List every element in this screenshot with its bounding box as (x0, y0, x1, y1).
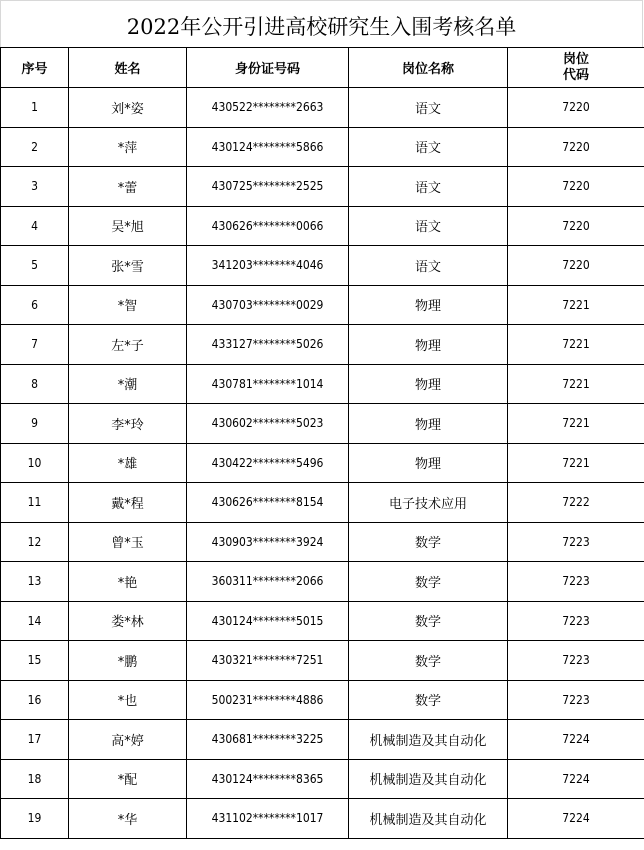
cell-position-name: 机械制造及其自动化 (349, 799, 508, 839)
cell-position-name: 数学 (349, 522, 508, 562)
cell-name: *华 (69, 799, 187, 839)
cell-position-code: 7221 (508, 325, 644, 365)
header-index: 序号 (1, 48, 69, 88)
cell-name: *萍 (69, 127, 187, 167)
cell-name: 张*雪 (69, 246, 187, 286)
cell-index: 9 (1, 404, 69, 444)
cell-id-number: 433127********5026 (187, 325, 349, 365)
header-id-number: 身份证号码 (187, 48, 349, 88)
cell-position-name: 电子技术应用 (349, 483, 508, 523)
cell-position-name: 机械制造及其自动化 (349, 759, 508, 799)
table-row (1, 404, 644, 444)
table-row (1, 799, 644, 839)
cell-name: *鹏 (69, 641, 187, 681)
cell-position-name: 物理 (349, 285, 508, 325)
table-row (1, 325, 644, 365)
cell-index: 8 (1, 364, 69, 404)
cell-position-code: 7224 (508, 720, 644, 760)
cell-name: 吴*旭 (69, 206, 187, 246)
cell-position-code: 7220 (508, 127, 644, 167)
table-row (1, 522, 644, 562)
table-row (1, 167, 644, 207)
cell-id-number: 430626********0066 (187, 206, 349, 246)
cell-name: *雄 (69, 443, 187, 483)
cell-position-name: 语文 (349, 246, 508, 286)
cell-id-number: 430703********0029 (187, 285, 349, 325)
cell-position-name: 物理 (349, 364, 508, 404)
cell-name: 李*玲 (69, 404, 187, 444)
cell-id-number: 430124********5015 (187, 601, 349, 641)
table-row (1, 680, 644, 720)
cell-position-name: 语文 (349, 167, 508, 207)
cell-name: *智 (69, 285, 187, 325)
header-position-code-line1: 岗位 (562, 51, 589, 67)
cell-index: 6 (1, 285, 69, 325)
cell-id-number: 430124********5866 (187, 127, 349, 167)
cell-index: 13 (1, 562, 69, 602)
cell-index: 2 (1, 127, 69, 167)
cell-index: 3 (1, 167, 69, 207)
cell-index: 12 (1, 522, 69, 562)
cell-index: 19 (1, 799, 69, 839)
table-row (1, 759, 644, 799)
cell-id-number: 430422********5496 (187, 443, 349, 483)
cell-index: 15 (1, 641, 69, 681)
cell-index: 11 (1, 483, 69, 523)
cell-position-code: 7220 (508, 167, 644, 207)
cell-position-code: 7221 (508, 404, 644, 444)
cell-position-code: 7223 (508, 680, 644, 720)
cell-position-name: 语文 (349, 206, 508, 246)
cell-position-code: 7221 (508, 443, 644, 483)
cell-id-number: 430626********8154 (187, 483, 349, 523)
cell-name: 刘*姿 (69, 88, 187, 128)
title-area (0, 0, 643, 48)
cell-position-name: 物理 (349, 404, 508, 444)
cell-id-number: 430681********3225 (187, 720, 349, 760)
cell-index: 7 (1, 325, 69, 365)
cell-id-number: 430903********3924 (187, 522, 349, 562)
cell-position-name: 数学 (349, 562, 508, 602)
cell-position-name: 数学 (349, 601, 508, 641)
cell-id-number: 430725********2525 (187, 167, 349, 207)
cell-name: 戴*程 (69, 483, 187, 523)
cell-id-number: 430522********2663 (187, 88, 349, 128)
table-row (1, 641, 644, 681)
cell-position-code: 7221 (508, 364, 644, 404)
cell-position-name: 语文 (349, 88, 508, 128)
cell-position-code: 7224 (508, 759, 644, 799)
cell-name: *也 (69, 680, 187, 720)
cell-position-code: 7223 (508, 522, 644, 562)
cell-name: *蕾 (69, 167, 187, 207)
header-name: 姓名 (69, 48, 187, 88)
cell-position-name: 物理 (349, 325, 508, 365)
header-position-name: 岗位名称 (349, 48, 508, 88)
cell-index: 16 (1, 680, 69, 720)
document-title: 2022年公开引进高校研究生入围考核名单 (126, 14, 517, 39)
cell-id-number: 341203********4046 (187, 246, 349, 286)
table-row (1, 443, 644, 483)
cell-name: *艳 (69, 562, 187, 602)
cell-position-name: 物理 (349, 443, 508, 483)
table-row (1, 364, 644, 404)
cell-position-code: 7223 (508, 601, 644, 641)
cell-id-number: 431102********1017 (187, 799, 349, 839)
table-row (1, 127, 644, 167)
cell-name: *潮 (69, 364, 187, 404)
cell-position-name: 机械制造及其自动化 (349, 720, 508, 760)
cell-position-code: 7221 (508, 285, 644, 325)
cell-index: 1 (1, 88, 69, 128)
table-row (1, 562, 644, 602)
cell-id-number: 430321********7251 (187, 641, 349, 681)
table-row (1, 206, 644, 246)
cell-position-name: 数学 (349, 680, 508, 720)
cell-index: 10 (1, 443, 69, 483)
candidate-table (0, 47, 644, 839)
header-position-code (508, 48, 644, 88)
cell-name: 曾*玉 (69, 522, 187, 562)
cell-name: 左*子 (69, 325, 187, 365)
cell-position-code: 7220 (508, 88, 644, 128)
cell-id-number: 500231********4886 (187, 680, 349, 720)
cell-position-code: 7224 (508, 799, 644, 839)
table-row (1, 88, 644, 128)
cell-index: 4 (1, 206, 69, 246)
cell-position-code: 7223 (508, 562, 644, 602)
table-row (1, 601, 644, 641)
cell-position-code: 7222 (508, 483, 644, 523)
cell-index: 14 (1, 601, 69, 641)
cell-position-code: 7220 (508, 246, 644, 286)
header-row (1, 48, 644, 88)
cell-id-number: 360311********2066 (187, 562, 349, 602)
cell-id-number: 430781********1014 (187, 364, 349, 404)
table-row (1, 246, 644, 286)
cell-position-code: 7220 (508, 206, 644, 246)
cell-id-number: 430124********8365 (187, 759, 349, 799)
cell-position-name: 数学 (349, 641, 508, 681)
cell-name: 娄*林 (69, 601, 187, 641)
cell-index: 5 (1, 246, 69, 286)
cell-index: 17 (1, 720, 69, 760)
cell-name: 高*婷 (69, 720, 187, 760)
cell-position-name: 语文 (349, 127, 508, 167)
table-row (1, 720, 644, 760)
cell-index: 18 (1, 759, 69, 799)
table-row (1, 285, 644, 325)
cell-name: *配 (69, 759, 187, 799)
cell-id-number: 430602********5023 (187, 404, 349, 444)
table-row (1, 483, 644, 523)
cell-position-code: 7223 (508, 641, 644, 681)
header-position-code-line2: 代码 (562, 67, 589, 83)
